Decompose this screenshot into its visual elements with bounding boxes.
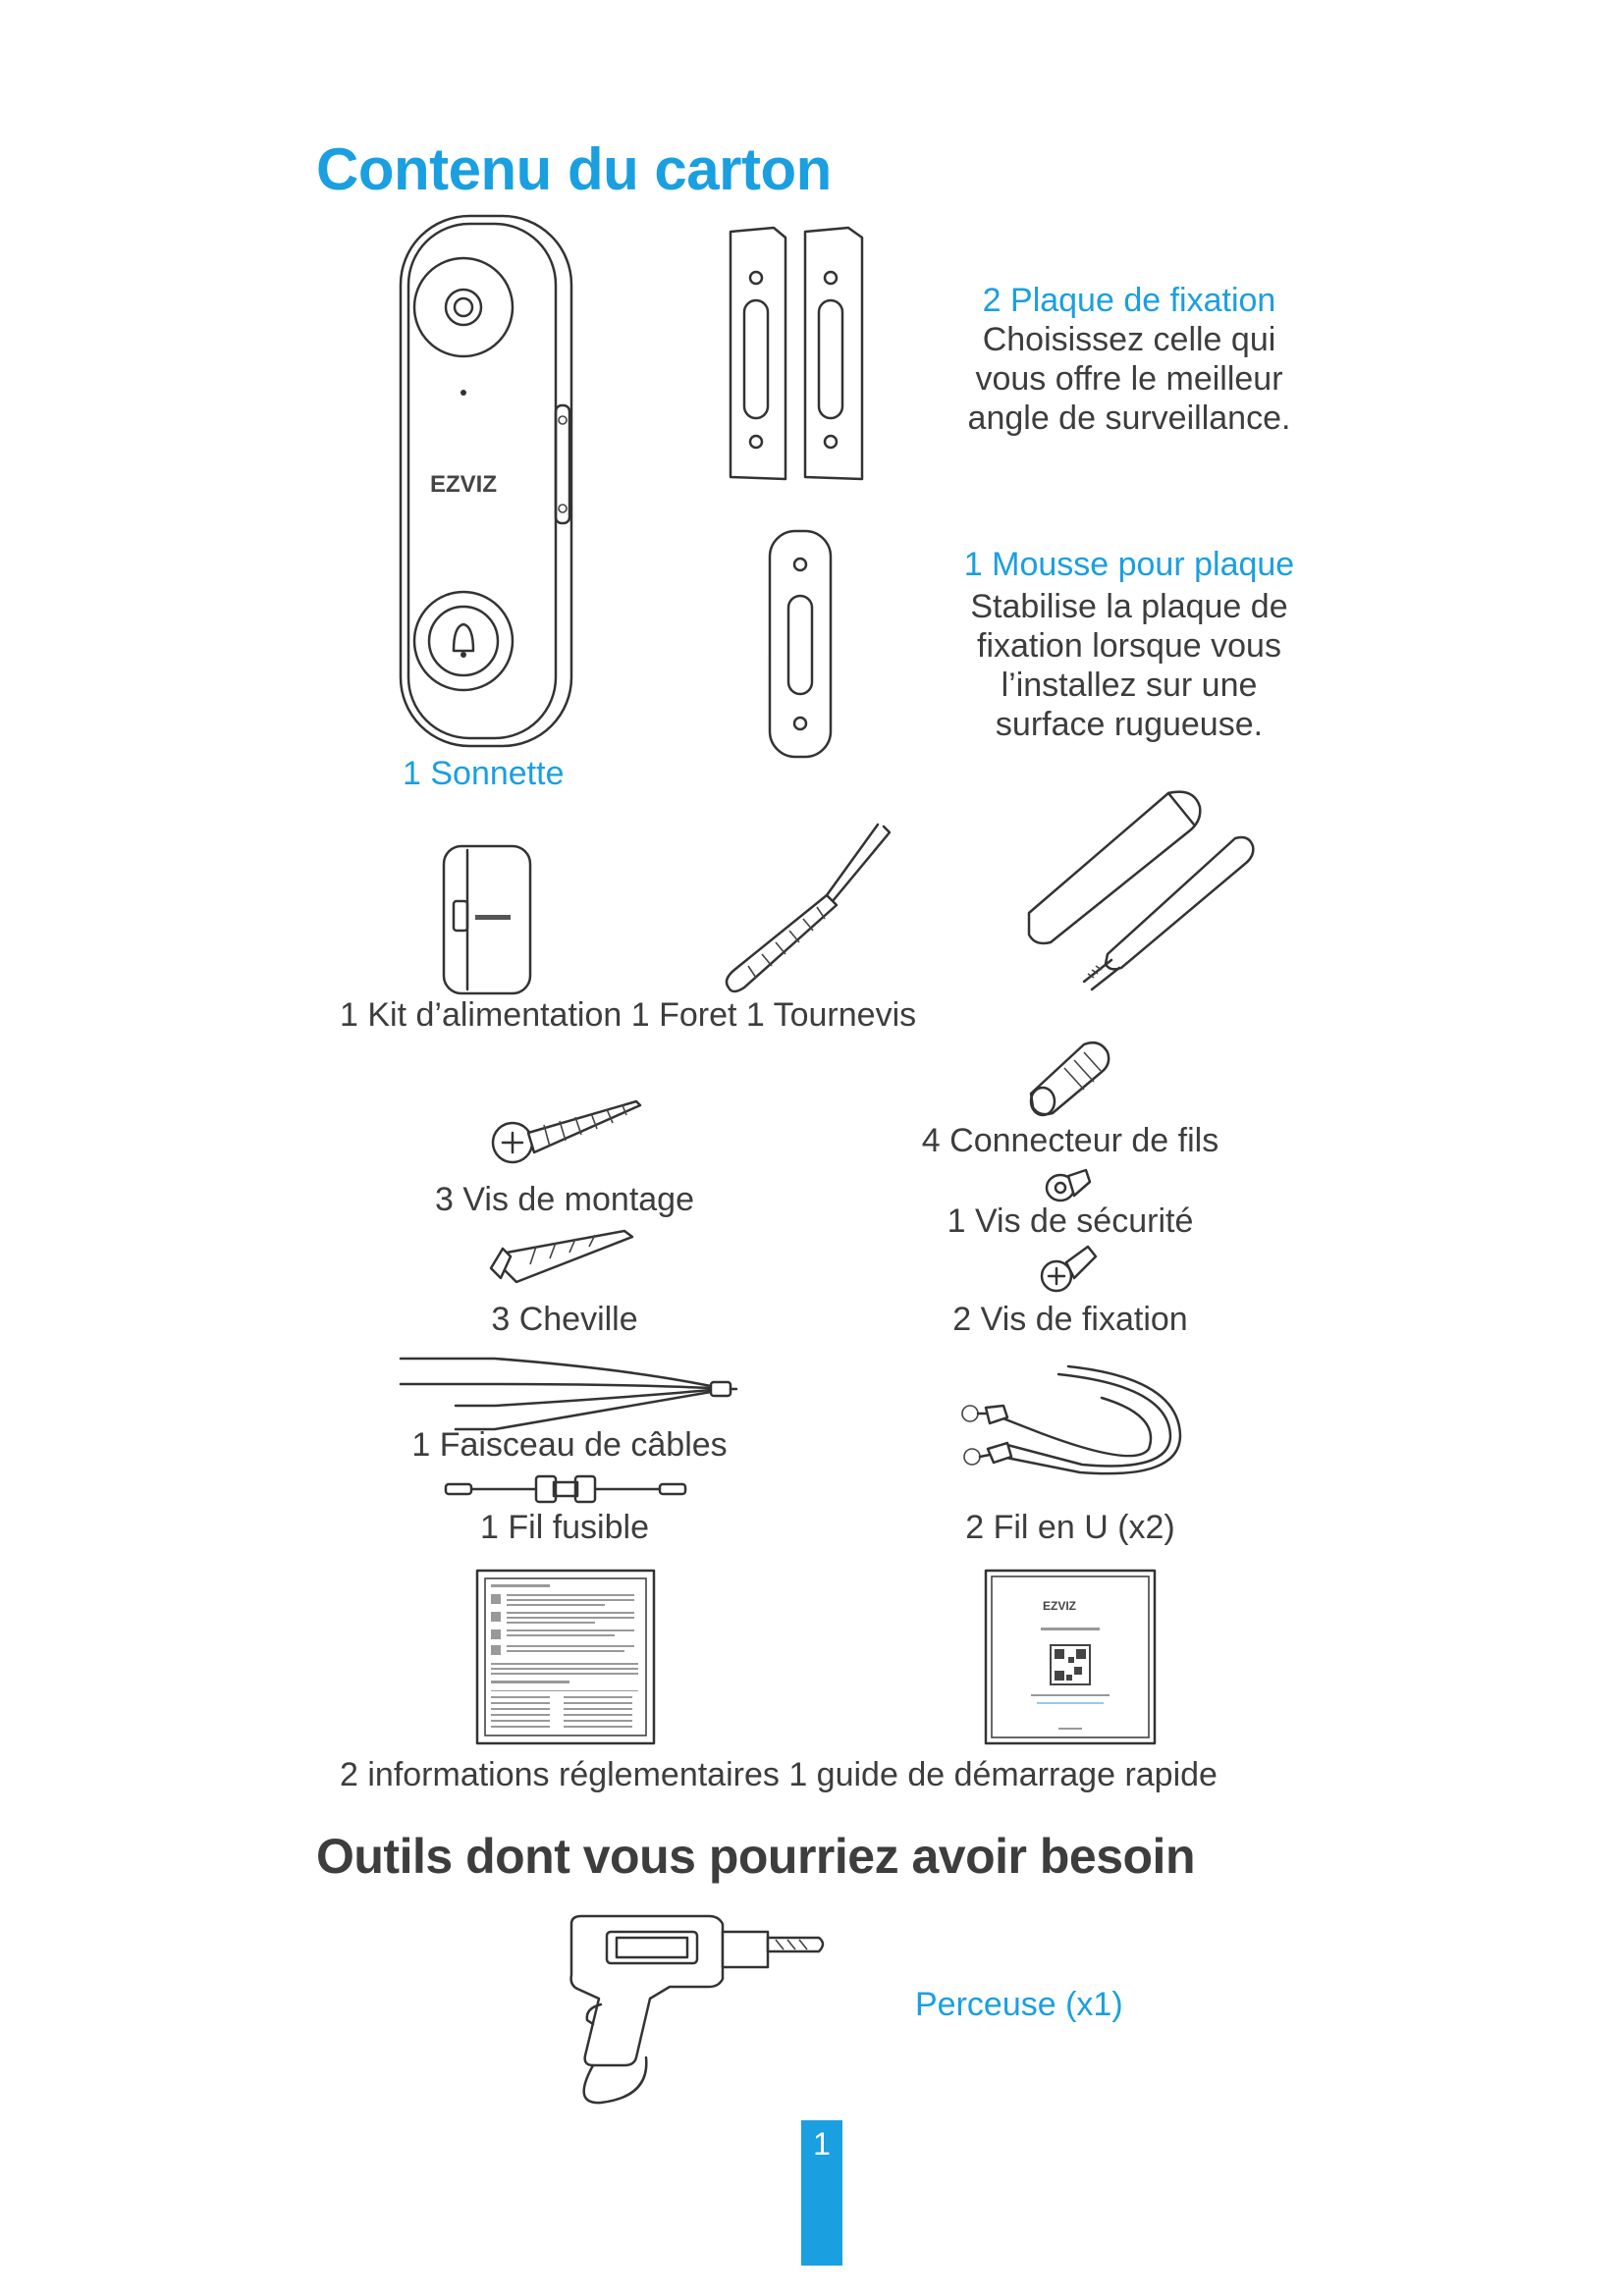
quick-start-guide-illustration [984,1569,1157,1745]
label-mousse-desc-1: Stabilise la plaque de [970,588,1288,625]
label-connecteur: 4 Connecteur de fils [921,1122,1219,1159]
label-plaque-desc-2: vous offre le meilleur [975,360,1283,398]
label-mousse-desc-4: surface rugueuse. [995,706,1264,743]
label-plaque-desc-3: angle de surveillance. [967,400,1291,437]
label-vis-securite: 1 Vis de sécurité [947,1202,1194,1240]
fixation-screw-illustration [1039,1243,1098,1296]
label-faisceau: 1 Faisceau de câbles [411,1426,728,1464]
wire-connector-illustration [1025,1039,1113,1117]
screwdriver-illustration [1021,787,1257,993]
label-cheville: 3 Cheville [491,1301,638,1338]
label-fil-u: 2 Fil en U (x2) [965,1509,1175,1546]
doorbell-illustration [393,214,579,749]
foam-pad-illustration [766,527,835,763]
label-plaque-desc-1: Choisissez celle qui [982,321,1276,358]
fuse-wire-illustration [442,1472,689,1506]
page-title: Contenu du carton [316,136,832,202]
power-kit-illustration [440,842,538,997]
drill-bit-illustration [715,823,892,997]
tools-title: Outils dont vous pourriez avoir besoin [316,1829,1195,1884]
guide-logo: EZVIZ [1043,1599,1077,1613]
label-perceuse: Perceuse (x1) [915,1986,1123,2023]
label-docs: 2 informations réglementaires 1 guide de démarrage rapide [340,1756,1218,1793]
label-kit-foret-tournevis: 1 Kit d’alimentation 1 Foret 1 Tournevis [340,996,917,1034]
label-vis-fixation: 2 Vis de fixation [952,1301,1188,1338]
mounting-plates-illustration [725,224,877,489]
anchor-illustration [487,1223,636,1292]
label-mousse-desc-2: fixation lorsque vous [977,627,1281,665]
security-screw-illustration [1043,1164,1092,1203]
regulatory-doc-illustration [475,1569,656,1745]
label-plaque-title: 2 Plaque de fixation [982,282,1276,319]
label-mousse-title: 1 Mousse pour plaque [963,546,1295,583]
label-fil-fusible: 1 Fil fusible [480,1509,649,1546]
label-sonnette: 1 Sonnette [403,755,565,792]
label-vis-montage: 3 Vis de montage [435,1181,694,1218]
wire-harness-illustration [397,1355,740,1433]
page-number: 1 [813,2126,831,2162]
label-mousse-desc-3: l’installez sur une [1001,667,1258,704]
doorbell-logo: EZVIZ [430,471,498,498]
power-drill-illustration [542,1910,829,2107]
u-wire-illustration [952,1359,1188,1502]
mounting-screw-illustration [489,1095,646,1166]
